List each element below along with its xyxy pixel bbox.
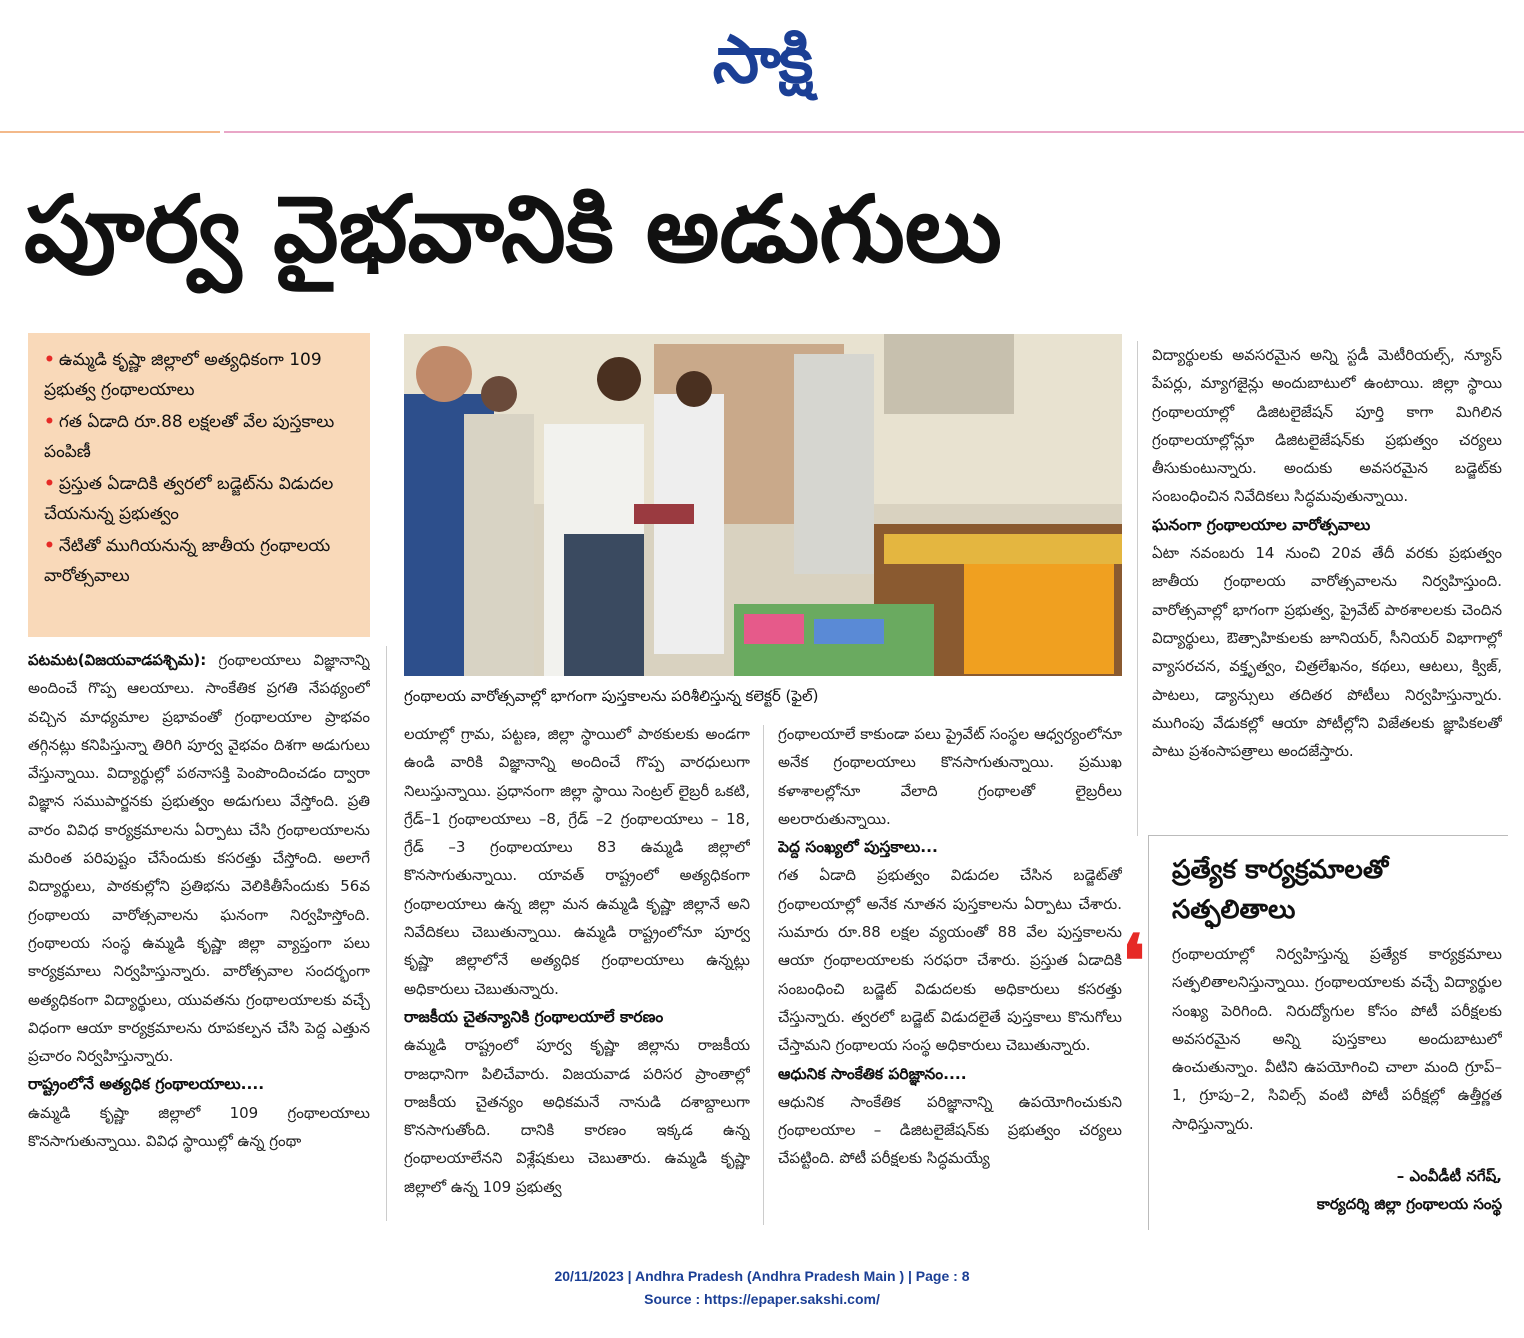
article-headline: పూర్వ వైభవానికి అడుగులు <box>24 176 1002 283</box>
paragraph: పటమట(విజయవాడపశ్చిమ): గ్రంథాలయాలు విజ్ఞానాన్ని అందించే గొప్ప ఆలయాలు. సాంకేతిక ప్రగతి నేపథ్యంలో వచ్చిన మాధ్యమాల ప్రభావంతో గ్రంథాలయాల ప్రాభవం తగ్గినట్లు కనిపిస్తున్నా తిరిగి పూర్వ వైభవం దిశగా అడుగులు వేస్తున్నాయి. విద్యార్థుల్లో పఠనాసక్తి పెంపొందించడం ద్వారా విజ్ఞాన సముపార్జనకు ప్రభుత్వం అడుగులు వేస్తోంది. ప్రతి వారం వివిధ కార్యక్రమాలను ఏర్పాటు చేసి గ్రంథాలయాలను మరింత పరిపుష్టం చేసేందుకు కసరత్తు చేస్తోంది. అలాగే విద్యార్థులు, పాఠకుల్లోని ప్రతిభను వెలికితీసేందుకు 56వ గ్రంథాలయ వారోత్సవాలను ఘనంగా నిర్వహిస్తోంది. గ్రంథాలయ సంస్థ ఉమ్మడి కృష్ణా జిల్లా వ్యాప్తంగా పలు కార్యక్రమాలు నిర్వహిస్తున్నారు. వారోత్సవాల సందర్భంగా అత్యధికంగా విద్యార్థులు, యువతను గ్రంథాలయాలకు వచ్చే విధంగా ఆయా కార్యక్రమాలను రూపకల్పన చేసి పెద్ద ఎత్తున ప్రచారం నిర్వహిస్తున్నారు. <box>28 651 370 1066</box>
paragraph: గత ఏడాది ప్రభుత్వం విడుదల చేసిన బడ్జెట్‌తో గ్రంథాలయాల్లో అనేక నూతన పుస్తకాలను ఏర్పాటు చేశారు. సుమారు రూ.88 లక్షల వ్యయంతో 88 వేల పుస్తకాలను ఆయా గ్రంథాలయాలకు సరఫరా చేశారు. ప్రస్తుత ఏడాదికి సంబంధించి బడ్జెట్‌ విడుదలకు అధికారులు కసరత్తు చేస్తున్నారు. త్వరలో బడ్జెట్‌ విడుదలైతే పుస్తకాలు కొనుగోలు చేస్తామని గ్రంథాలయ సంస్థ అధికారులు చెబుతున్నారు. <box>778 866 1122 1055</box>
header-rule-right <box>224 131 1524 133</box>
highlight-item: • నేటితో ముగియనున్న జాతీయ గ్రంథాలయ వారోత్సవాలు <box>44 536 331 586</box>
paragraph: ఉమ్మడి కృష్ణా జిల్లాలో 109 గ్రంథాలయాలు కొనసాగుతున్నాయి. వివిధ స్థాయిల్లో ఉన్న గ్రంథా <box>28 1103 370 1151</box>
highlight-item: • గత ఏడాది రూ.88 లక్షలతో వేల పుస్తకాలు పంపిణీ <box>44 412 335 462</box>
article-column-3 <box>778 720 1122 1230</box>
column-divider <box>386 646 387 1221</box>
sidebar-title: ప్రత్యేక కార్యక్రమాలతో సత్ఫలితాలు <box>1172 855 1389 925</box>
sakshi-logo: సాక్షి <box>712 21 812 98</box>
column-divider <box>763 725 764 1225</box>
quote-author: – ఎంవీడీటీ నగేష్, <box>1396 1167 1502 1185</box>
sidebar-quote-text: గ్రంథాలయాల్లో నిర్వహిస్తున్న ప్రత్యేక కార్యక్రమాలు సత్ఫలితాలనిస్తున్నాయి. గ్రంథాలయాలకు వచ్చే విద్యార్థుల సంఖ్య పెరిగింది. నిరుద్యోగుల కోసం పోటీ పరీక్షలకు అవసరమైన అన్ని పుస్తకాలు అందుబాటులో ఉంచుతున్నాం. వీటిని ఉపయోగించి చాలా మంది గ్రూప్‌–1, గ్రూపు–2, సివిల్స్‌ వంటి పోటీ పరీక్షల్లో ఉత్తీర్ణత సాధిస్తున్నారు. <box>1172 945 1502 1133</box>
paragraph: ఉమ్మడి రాష్ట్రంలో పూర్వ కృష్ణా జిల్లాను రాజకీయ రాజధానిగా పిలిచేవారు. విజయవాడ పరిసర ప్రాంతాల్లో రాజకీయ చైతన్యం అధికమనే నానుడి దశాబ్దాలుగా కొనసాగుతోంది. దానికి కారణం ఇక్కడ ఉన్న గ్రంథాలయాలేనని విశ్లేషకులు చెబుతారు. ఉమ్మడి కృష్ణా జిల్లాలో ఉన్న 109 ప్రభుత్వ <box>404 1036 750 1196</box>
subheading: ఆధునిక సాంకేతిక పరిజ్ఞానం.... <box>778 1064 967 1083</box>
photo-caption: గ్రంథాలయ వారోత్సవాల్లో భాగంగా పుస్తకాలను పరిశీలిస్తున్న కలెక్టర్‌ (ఫైల్‌) <box>404 687 819 705</box>
bullet-icon: • <box>44 474 55 494</box>
subheading: పెద్ద సంఖ్యలో పుస్తకాలు... <box>778 838 938 857</box>
highlights-box <box>28 333 370 637</box>
subheading: రాష్ట్రంలోనే అత్యధిక గ్రంథాలయాలు.... <box>28 1075 265 1094</box>
bullet-icon: • <box>44 350 55 370</box>
article-column-4 <box>1152 341 1502 841</box>
dateline: పటమట(విజయవాడపశ్చిమ): <box>28 651 207 669</box>
bullet-icon: • <box>44 412 55 432</box>
paragraph: ఆధునిక సాంకేతిక పరిజ్ఞానాన్ని ఉపయోగించుకుని గ్రంథాలయాల – డిజిటలైజేషన్‌కు ప్రభుత్వం చర్యలు చేపట్టింది. పోటీ పరీక్షలకు సిద్ధమయ్యే <box>778 1092 1122 1168</box>
paragraph: లయాల్లో గ్రామ, పట్టణ, జిల్లా స్థాయిలో పాఠకులకు అండగా ఉండి వారికి విజ్ఞానాన్ని అందించే గొప్ప వారధులుగా నిలుస్తున్నాయి. ప్రధానంగా జిల్లా స్థాయి సెంట్రల్‌ లైబ్రరీ ఒకటి, గ్రేడ్‌–1 గ్రంథాలయాలు –8, గ్రేడ్‌ –2 గ్రంథాలయాలు – 18, గ్రేడ్‌ –3 గ్రంథాలయాలు 83 ఉమ్మడి జిల్లాలో కొనసాగుతున్నాయి. యావత్‌ రాష్ట్రంలో అత్యధికంగా గ్రంథాలయాలు ఉన్న జిల్లా మన ఉమ్మడి కృష్ణా జిల్లానే అని నివేదికలు చెబుతున్నాయి. ఉమ్మడి రాష్ట్రంలోనూ పూర్వ కృష్ణా జిల్లాలోనే అత్యధిక గ్రంథాలయాలు ఉన్నట్లు అధికారులు చెబుతున్నారు. <box>404 725 750 998</box>
subheading: రాజకీయ చైతన్యానికి గ్రంథాలయాలే కారణం <box>404 1007 664 1026</box>
column-divider <box>1137 341 1138 836</box>
footer-source-link[interactable]: Source : https://epaper.sakshi.com/ <box>644 1291 880 1307</box>
footer-edition-info: 20/11/2023 | Andhra Pradesh (Andhra Pradesh Main ) | Page : 8 <box>554 1268 970 1284</box>
subheading: ఘనంగా గ్రంథాలయాల వారోత్సవాలు <box>1152 515 1371 534</box>
article-photo <box>404 334 1122 676</box>
quote-icon: ❛ <box>1122 918 1146 1003</box>
paragraph: గ్రంథాలయాలే కాకుండా పలు ప్రైవేట్‌ సంస్థల ఆధ్వర్యంలోనూ అనేక గ్రంథాలయాలు కొనసాగుతున్నాయి. ప్రముఖ కళాశాలల్లోనూ వేలాది గ్రంథాలతో లైబ్రరీలు అలరారుతున్నాయి. <box>778 725 1122 828</box>
paragraph: విద్యార్థులకు అవసరమైన అన్ని స్టడీ మెటీరియల్స్, న్యూస్‌ పేపర్లు, మ్యాగజైన్లు అందుబాటులో ఉంటాయి. జిల్లా స్థాయి గ్రంథాలయాల్లో డిజిటలైజేషన్‌ పూర్తి కాగా మిగిలిన గ్రంథాలయాల్లోన్లూ డిజిటలైజేషన్‌కు ప్రభుత్వం చర్యలు తీసుకుంటున్నారు. అందుకు అవసరమైన బడ్జెట్‌కు సంబంధించిన నివేదికలు సిద్ధమవుతున్నాయి. <box>1152 346 1502 506</box>
highlight-item: • ప్రస్తుత ఏడాదికి త్వరలో బడ్జెట్‌ను విడుదల చేయనున్న ప్రభుత్వం <box>44 474 334 524</box>
article-column-2 <box>404 720 750 1230</box>
highlight-item: • ఉమ్మడి కృష్ణా జిల్లాలో అత్యధికంగా 109 ప్రభుత్వ గ్రంథాలయాలు <box>44 350 322 400</box>
quote-author-role: కార్యదర్శి జిల్లా గ్రంథాలయ సంస్థ <box>1316 1195 1502 1213</box>
bullet-icon: • <box>44 536 55 556</box>
paragraph: ఏటా నవంబరు 14 నుంచి 20వ తేదీ వరకు ప్రభుత్వం జాతీయ గ్రంథాలయ వారోత్సవాలను నిర్వహిస్తుంది. వారోత్సవాల్లో భాగంగా ప్రభుత్వ, ప్రైవేట్‌ పాఠశాలలకు చెందిన విద్యార్థులు, ఔత్సాహికులకు జూనియర్, సీనియర్‌ విభాగాల్లో వ్యాసరచన, వక్తృత్వం, చిత్రలేఖనం, కథలు, ఆటలు, క్విజ్, పాటలు, డ్యాన్సులు తదితర పోటీలు నిర్వహిస్తున్నారు. ముగింపు వేడుకల్లో ఆయా పోటీల్లోని విజేతలకు జ్ఞాపికలతో పాటు ప్రశంసాపత్రాలు అందజేస్తారు. <box>1152 544 1502 761</box>
article-column-1 <box>28 646 370 1226</box>
header-rule-left <box>0 131 220 133</box>
